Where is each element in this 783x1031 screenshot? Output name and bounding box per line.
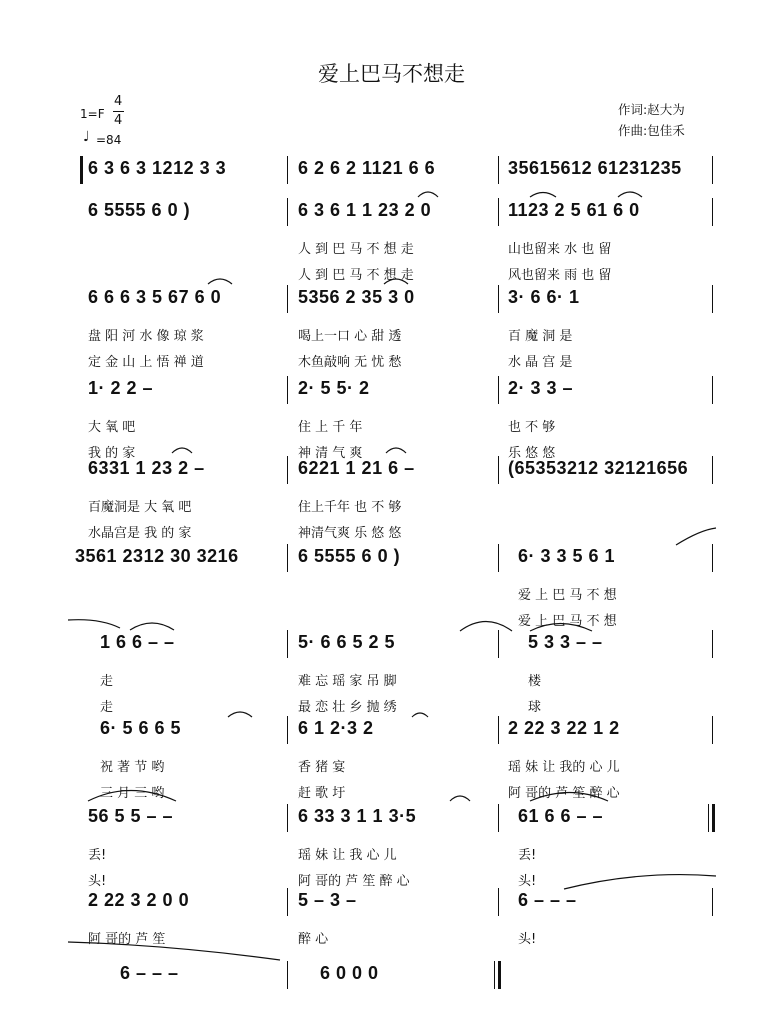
- measure-notes: 6 33 3 1 1 3·5: [298, 806, 417, 826]
- lyric-verse-1: 头!: [518, 932, 537, 947]
- lyric-verse-2: 阿 哥的 芦 笙 醉 心: [298, 874, 410, 889]
- lyric-verse-2: 最 恋 壮 乡 抛 绣: [298, 700, 397, 715]
- lyric-verse-1: 楼: [528, 674, 542, 689]
- measure-notes: 6 – – –: [518, 890, 577, 910]
- lyric-verse-1: 丢!: [88, 848, 107, 863]
- measure-notes: 61 6 6 – –: [518, 806, 604, 826]
- lyric-verse-1: 祝 著 节 哟: [100, 760, 165, 775]
- lyric-verse-2: 头!: [88, 874, 107, 889]
- barline: [712, 198, 713, 226]
- lyric-verse-1: 盘 阳 河 水 像 琼 浆: [88, 329, 204, 344]
- lyric-verse-1: 阿 哥的 芦 笙: [88, 932, 166, 947]
- lyric-verse-1: 走: [100, 674, 114, 689]
- barline: [498, 544, 499, 572]
- quarter-note-icon: ♩: [83, 129, 90, 145]
- lyric-verse-1: 醉 心: [298, 932, 329, 947]
- start-barline: [80, 156, 83, 184]
- measure-notes: 35615612 61231235: [508, 158, 682, 178]
- barline: [498, 456, 499, 484]
- lyric-verse-1: 百魔洞是 大 氧 吧: [88, 500, 192, 515]
- barline: [712, 456, 713, 484]
- barline: [287, 544, 288, 572]
- measure-notes: 6 2 6 2 1121 6 6: [298, 158, 436, 178]
- lyric-verse-2: 神清气爽 乐 悠 悠: [298, 526, 402, 541]
- lyric-verse-2: 木鱼敲响 无 忧 愁: [298, 355, 402, 370]
- barline: [287, 804, 288, 832]
- measure-notes: 2· 3 3 –: [508, 378, 574, 398]
- barline: [712, 544, 713, 572]
- measure-notes: 3561 2312 30 3216: [75, 546, 239, 566]
- barline: [287, 716, 288, 744]
- barline: [498, 716, 499, 744]
- lyric-verse-1: 丢!: [518, 848, 537, 863]
- lyric-verse-2: 球: [528, 700, 542, 715]
- lyric-verse-2: 三 月 三 哟: [100, 786, 165, 801]
- lyric-verse-1: 住上千年 也 不 够: [298, 500, 402, 515]
- repeat-barline: [712, 804, 715, 832]
- lyric-verse-2: 走: [100, 700, 114, 715]
- song-title: 爱上巴马不想走: [318, 62, 465, 86]
- time-signature-top: 4: [114, 94, 123, 109]
- barline: [712, 285, 713, 313]
- lyric-verse-2: 神 清 气 爽: [298, 446, 363, 461]
- lyric-verse-1: 山也留来 水 也 留: [508, 242, 612, 257]
- lyric-verse-1: 百 魔 洞 是: [508, 329, 573, 344]
- lyric-verse-2: 风也留来 雨 也 留: [508, 268, 612, 283]
- lyric-verse-2: 乐 悠 悠: [508, 446, 556, 461]
- barline: [708, 804, 709, 832]
- lyric-verse-2: 水 晶 宫 是: [508, 355, 573, 370]
- lyricist-credit: 作词:赵大为: [618, 102, 685, 117]
- lyric-verse-2: 赶 歌 圩: [298, 786, 346, 801]
- barline: [287, 888, 288, 916]
- measure-notes: 6221 1 21 6 –: [298, 458, 415, 478]
- final-barline: [498, 961, 501, 989]
- measure-notes: 6 5555 6 0 ): [88, 200, 191, 220]
- lyric-verse-1: 爱 上 巴 马 不 想: [518, 588, 617, 603]
- barline: [287, 376, 288, 404]
- barline: [712, 156, 713, 184]
- lyric-verse-1: 住 上 千 年: [298, 420, 363, 435]
- measure-notes: 2 22 3 22 1 2: [508, 718, 620, 738]
- measure-notes: 6 5555 6 0 ): [298, 546, 401, 566]
- barline: [498, 376, 499, 404]
- measure-notes: 6 6 6 3 5 67 6 0: [88, 287, 222, 307]
- measure-notes: 6 1 2·3 2: [298, 718, 374, 738]
- lyric-verse-1: 瑶 妹 让 我 心 儿: [298, 848, 397, 863]
- lyric-verse-1: 人 到 巴 马 不 想 走: [298, 242, 414, 257]
- barline: [287, 961, 288, 989]
- measure-notes: 3· 6 6· 1: [508, 287, 580, 307]
- measure-notes: 6331 1 23 2 –: [88, 458, 205, 478]
- barline: [498, 630, 499, 658]
- barline: [498, 804, 499, 832]
- measure-notes: 6 – – –: [120, 963, 179, 983]
- measure-notes: 6· 3 3 5 6 1: [518, 546, 616, 566]
- measure-notes: 1 6 6 – –: [100, 632, 175, 652]
- barline: [498, 285, 499, 313]
- barline: [494, 961, 495, 989]
- measure-notes: 2 22 3 2 0 0: [88, 890, 190, 910]
- barline: [712, 376, 713, 404]
- composer-credit: 作曲:包佳禾: [618, 123, 685, 138]
- lyric-verse-1: 难 忘 瑶 家 吊 脚: [298, 674, 397, 689]
- measure-notes: 1123 2 5 61 6 0: [508, 200, 640, 220]
- lyric-verse-2: 水晶宫是 我 的 家: [88, 526, 192, 541]
- time-signature-divider: [113, 111, 124, 112]
- barline: [287, 630, 288, 658]
- measure-notes: 6 3 6 3 1212 3 3: [88, 158, 227, 178]
- measure-notes: 5 3 3 – –: [528, 632, 603, 652]
- measure-notes: (65353212 32121656: [508, 458, 689, 478]
- measure-notes: 1· 2 2 –: [88, 378, 154, 398]
- lyric-verse-1: 喝上一口 心 甜 透: [298, 329, 402, 344]
- measure-notes: 6 0 0 0: [320, 963, 379, 983]
- lyric-verse-1: 香 猪 宴: [298, 760, 346, 775]
- barline: [498, 888, 499, 916]
- barline: [287, 456, 288, 484]
- lyric-verse-2: 爱 上 巴 马 不 想: [518, 614, 617, 629]
- measure-notes: 5 – 3 –: [298, 890, 357, 910]
- key-signature: 1=F: [80, 107, 105, 121]
- measure-notes: 56 5 5 – –: [88, 806, 174, 826]
- lyric-verse-2: 人 到 巴 马 不 想 走: [298, 268, 414, 283]
- measure-notes: 2· 5 5· 2: [298, 378, 370, 398]
- lyric-verse-2: 头!: [518, 874, 537, 889]
- lyric-verse-1: 也 不 够: [508, 420, 556, 435]
- barline: [712, 716, 713, 744]
- measure-notes: 6· 5 6 6 5: [100, 718, 182, 738]
- barline: [287, 198, 288, 226]
- barline: [712, 630, 713, 658]
- lyric-verse-1: 瑶 妹 让 我的 心 儿: [508, 760, 620, 775]
- lyric-verse-2: 定 金 山 上 悟 禅 道: [88, 355, 204, 370]
- measure-notes: 6 3 6 1 1 23 2 0: [298, 200, 432, 220]
- lyric-verse-2: 阿 哥的 芦 笙 醉 心: [508, 786, 620, 801]
- measure-notes: 5356 2 35 3 0: [298, 287, 415, 307]
- lyric-verse-1: 大 氧 吧: [88, 420, 136, 435]
- measure-notes: 5· 6 6 5 2 5: [298, 632, 396, 652]
- barline: [287, 156, 288, 184]
- barline: [287, 285, 288, 313]
- barline: [498, 198, 499, 226]
- tempo-marking: =84: [96, 133, 122, 147]
- time-signature-bottom: 4: [114, 113, 123, 128]
- barline: [712, 888, 713, 916]
- lyric-verse-2: 我 的 家: [88, 446, 136, 461]
- barline: [498, 156, 499, 184]
